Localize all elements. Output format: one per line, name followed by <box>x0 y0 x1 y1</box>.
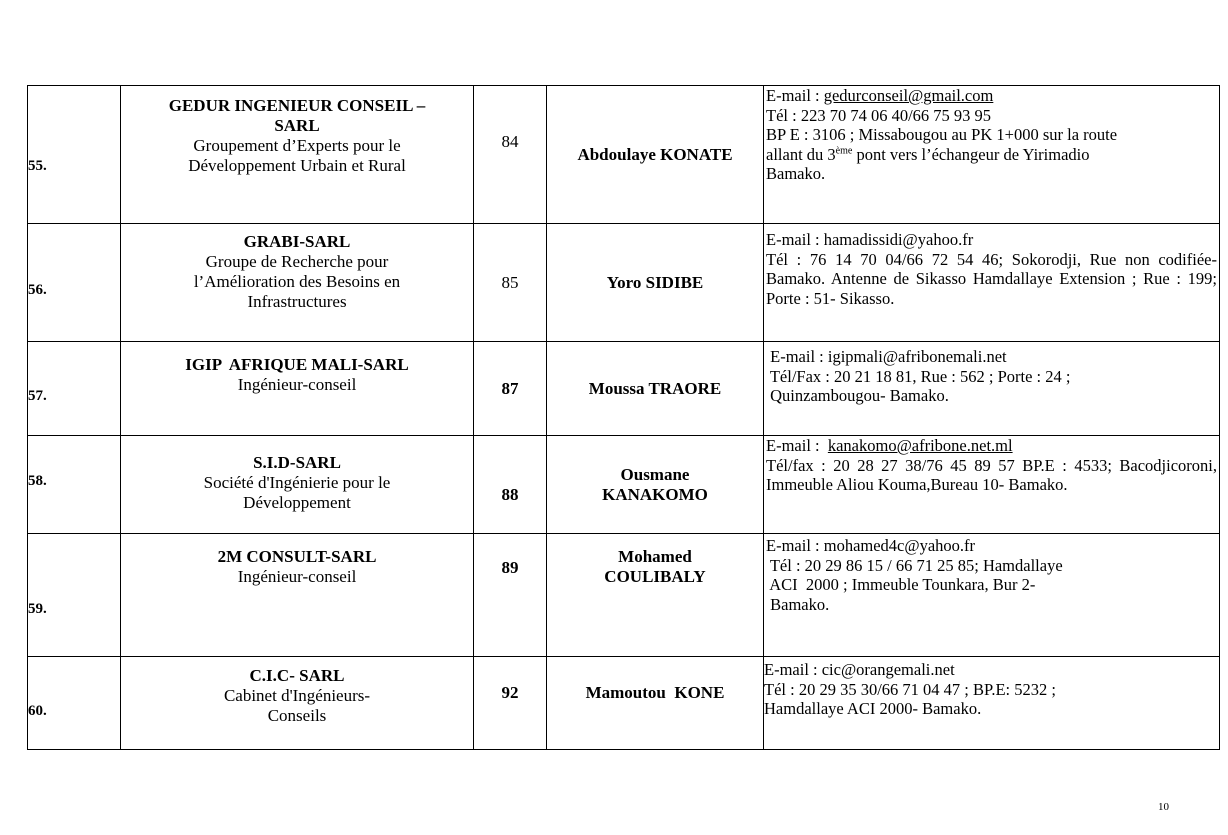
row-number: 60. <box>28 657 121 750</box>
person-cell: Abdoulaye KONATE <box>547 86 764 224</box>
contact-cell: E-mail : igipmali@afribonemali.net Tél/Fax : 20 21 18 81, Rue : 562 ; Porte : 24 ; Quinzambougou- Bamako. <box>764 342 1220 436</box>
person-cell: Moussa TRAORE <box>547 342 764 436</box>
table-row <box>28 342 1220 436</box>
company-cell <box>121 86 474 224</box>
company-description: Groupe de Recherche pour <box>205 252 389 271</box>
table-row <box>28 534 1220 657</box>
contact-cell: E-mail : mohamed4c@yahoo.fr Tél : 20 29 86 15 / 66 71 25 85; Hamdallaye ACI 2000 ; Immeuble Tounkara, Bur 2- Bamako. <box>764 534 1220 657</box>
table-row <box>28 224 1220 342</box>
company-description: Conseils <box>267 706 327 725</box>
row-number: 57. <box>28 342 121 436</box>
code-cell: 92 <box>474 657 547 750</box>
page-number: 10 <box>1158 801 1169 813</box>
company-description: Ingénieur-conseil <box>237 375 357 394</box>
company-name: IGIP AFRIQUE MALI-SARL <box>185 355 409 374</box>
person-cell: Yoro SIDIBE <box>547 224 764 342</box>
company-description: Cabinet d'Ingénieurs- <box>223 686 371 705</box>
row-number: 59. <box>28 534 121 657</box>
company-description: Groupement d’Experts pour le <box>193 136 401 155</box>
company-description: Infrastructures <box>247 292 347 311</box>
company-name: GEDUR INGENIEUR CONSEIL – <box>168 96 426 115</box>
table-row <box>28 657 1220 750</box>
consultants-table <box>27 85 1220 750</box>
company-name: SARL <box>274 116 320 135</box>
company-cell <box>121 657 474 750</box>
company-description: Ingénieur-conseil <box>237 567 357 586</box>
code-cell: 85 <box>474 224 547 342</box>
company-cell <box>121 342 474 436</box>
company-description: l’Amélioration des Besoins en <box>193 272 401 291</box>
contact-cell: E-mail : hamadissidi@yahoo.fr Tél : 76 14 70 04/66 72 54 46; Sokorodji, Rue non codifiée-Bamako. Antenne de Sikasso Hamdallaye Extension ; Rue : 199; Porte : 51- Sikasso. <box>764 224 1220 342</box>
email-link[interactable]: kanakomo@afribone.net.ml <box>827 436 1013 455</box>
company-name: GRABI-SARL <box>243 232 351 251</box>
person-cell: Mamoutou KONE <box>547 657 764 750</box>
company-cell <box>121 534 474 657</box>
contact-cell: E-mail : kanakomo@afribone.net.ml Tél/fax : 20 28 27 38/76 45 89 57 BP.E : 4533; Bacodjicoroni, Immeuble Aliou Kouma,Bureau 10- Bamako. <box>764 436 1220 534</box>
company-description: Développement Urbain et Rural <box>188 156 406 175</box>
company-name: 2M CONSULT-SARL <box>217 547 377 566</box>
row-number: 58. <box>28 436 121 534</box>
person-cell: Ousmane KANAKOMO <box>547 436 764 534</box>
company-cell <box>121 224 474 342</box>
row-number: 55. <box>28 86 121 224</box>
company-name: C.I.C- SARL <box>249 666 345 685</box>
table-row <box>28 86 1220 224</box>
company-description: Société d'Ingénierie pour le <box>203 473 391 492</box>
code-cell: 87 <box>474 342 547 436</box>
code-cell: 84 <box>474 86 547 224</box>
contact-cell: E-mail : gedurconseil@gmail.com Tél : 223 70 74 06 40/66 75 93 95 BP E : 3106 ; Missabougou au PK 1+000 sur la route allant du 3ème pont vers l’échangeur de Yirimadio Bamako. <box>764 86 1220 224</box>
person-cell: Mohamed COULIBALY <box>547 534 764 657</box>
company-name: S.I.D-SARL <box>253 453 341 472</box>
code-cell: 89 <box>474 534 547 657</box>
email-link[interactable]: gedurconseil@gmail.com <box>823 86 994 105</box>
company-cell <box>121 436 474 534</box>
company-description: Développement <box>243 493 351 512</box>
code-cell: 88 <box>474 436 547 534</box>
row-number: 56. <box>28 224 121 342</box>
table-row <box>28 436 1220 534</box>
contact-cell: E-mail : cic@orangemali.net Tél : 20 29 35 30/66 71 04 47 ; BP.E: 5232 ; Hamdallaye ACI 2000- Bamako. <box>764 657 1220 750</box>
